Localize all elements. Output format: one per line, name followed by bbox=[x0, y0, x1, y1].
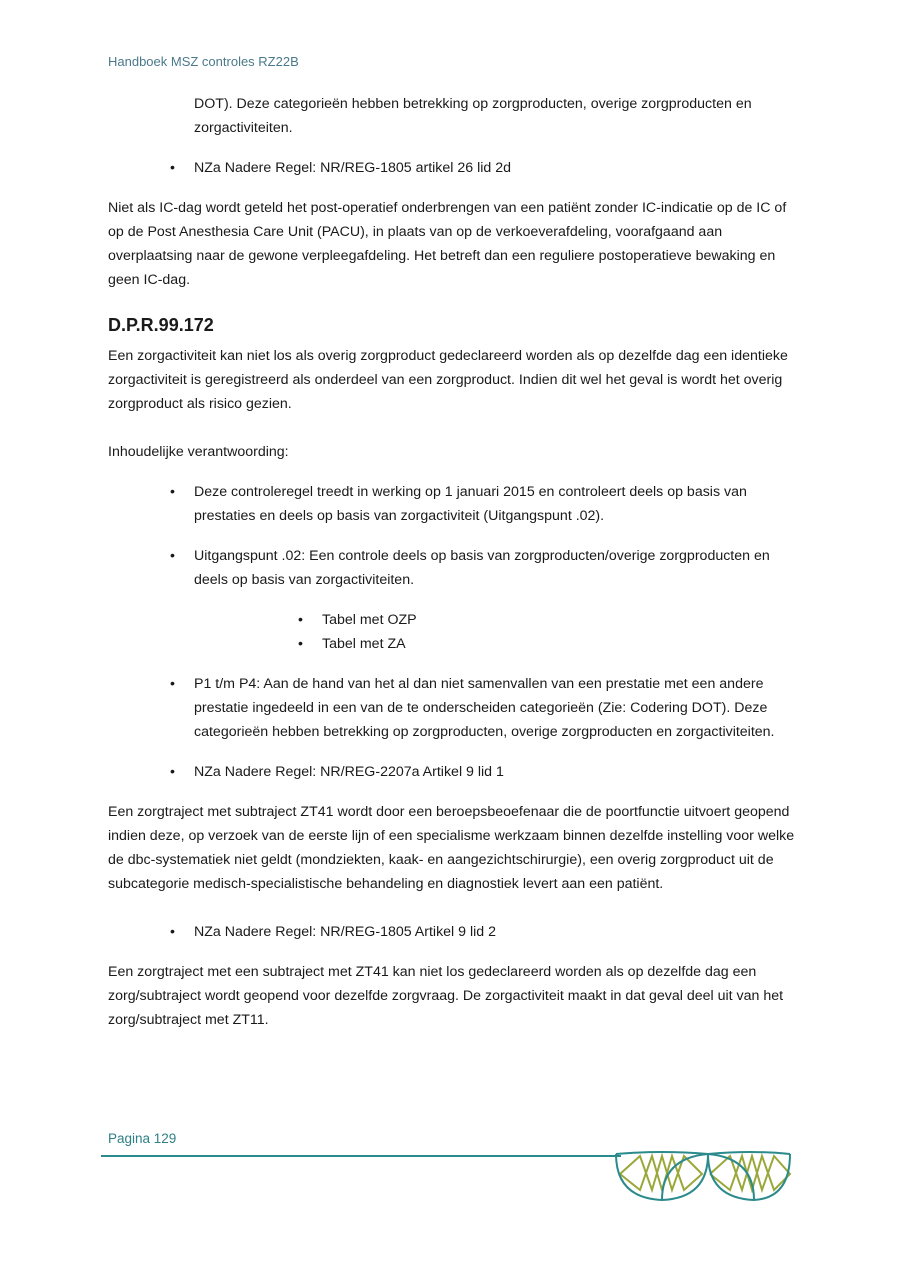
bullet-text: P1 t/m P4: Aan de hand van het al dan niet samenvallen van een prestatie met een andere prestatie ingedeeld in een van de te onderscheiden categorieën (Zie: Codering DOT). Deze categorieën hebben betrekking op zorgproducten, overige zorgproducten en zorgactiviteiten. bbox=[194, 676, 775, 740]
final-paragraph: Een zorgtraject met een subtraject met ZT41 kan niet los gedeclareerd worden als op dezelfde dag een zorg/subtraject wordt geopend voor dezelfde zorgvraag. De zorgactiviteit maakt in dat geval deel uit van het zorg/subtraject met ZT11. bbox=[108, 964, 784, 1028]
bullet-item bbox=[108, 672, 798, 744]
bullet-icon: • bbox=[298, 636, 303, 652]
bullet-text: NZa Nadere Regel: NR/REG-1805 artikel 26 lid 2d bbox=[194, 160, 512, 176]
bullet-icon: • bbox=[170, 676, 175, 692]
sub-bullet-text: Tabel met OZP bbox=[322, 612, 417, 628]
bullet-icon: • bbox=[298, 612, 303, 628]
bullet-item bbox=[108, 920, 798, 944]
bullet-text: NZa Nadere Regel: NR/REG-1805 Artikel 9 lid 2 bbox=[194, 924, 497, 940]
zt41-paragraph: Een zorgtraject met subtraject ZT41 wordt door een beroepsbeoefenaar die de poortfunctie uitvoert geopend indien deze, op verzoek van de eerste lijn of een specialisme werkzaam binnen dezelfde instelling voor welke de dbc-systematiek niet geldt (mondziekten, kaak- en aangezichtschirurgie), een overig zorgproduct uit de subcategorie medisch-specialistische behandeling en diagnostiek levert aan een patiënt. bbox=[108, 804, 795, 892]
bullet-item bbox=[108, 156, 798, 180]
bullet-item bbox=[108, 480, 798, 528]
sub-bullet-text: Tabel met ZA bbox=[322, 636, 406, 652]
running-header: Handboek MSZ controles RZ22B bbox=[108, 54, 299, 69]
footer-rule bbox=[101, 1155, 621, 1157]
continued-bullet-text bbox=[108, 92, 798, 140]
bullet-item bbox=[108, 760, 798, 784]
bullet-icon: • bbox=[170, 548, 175, 564]
ic-paragraph: Niet als IC-dag wordt geteld het post-operatief onderbrengen van een patiënt zonder IC-indicatie op de IC of op de Post Anesthesia Care Unit (PACU), in plaats van op de verkoeverafdeling, voorafgaand aan overplaatsing naar de gewone verpleegafdeling. Het betreft dan een reguliere postoperatieve bewaking en geen IC-dag. bbox=[108, 200, 787, 288]
section-heading: D.P.R.99.172 bbox=[108, 315, 214, 335]
decorative-logo-icon bbox=[612, 1150, 794, 1205]
bullet-text: Deze controleregel treedt in werking op 1 januari 2015 en controleert deels op basis van prestaties en deels op basis van zorgactiviteit (Uitgangspunt .02). bbox=[194, 484, 747, 524]
sub-bullet-item bbox=[108, 632, 798, 656]
bullet-icon: • bbox=[170, 160, 175, 176]
page-number: Pagina 129 bbox=[108, 1131, 177, 1146]
bullet-text: NZa Nadere Regel: NR/REG-2207a Artikel 9 lid 1 bbox=[194, 764, 504, 780]
bullet-icon: • bbox=[170, 924, 175, 940]
sub-bullet-item bbox=[108, 608, 798, 632]
section-intro: Een zorgactiviteit kan niet los als overig zorgproduct gedeclareerd worden als op dezelfde dag een identieke zorgactiviteit is geregistreerd als onderdeel van een zorgproduct. Indien dit wel het geval is wordt het overig zorgproduct als risico gezien. bbox=[108, 348, 788, 412]
bullet-text: Uitgangspunt .02: Een controle deels op basis van zorgproducten/overige zorgproducten en deels op basis van zorgactiviteiten. bbox=[194, 548, 770, 588]
continued-text: DOT). Deze categorieën hebben betrekking op zorgproducten, overige zorgproducten en zorgactiviteiten. bbox=[194, 96, 752, 136]
page-content bbox=[108, 92, 798, 1048]
bullet-icon: • bbox=[170, 484, 175, 500]
bullet-item bbox=[108, 544, 798, 592]
justification-label: Inhoudelijke verantwoording: bbox=[108, 444, 289, 460]
bullet-icon: • bbox=[170, 764, 175, 780]
